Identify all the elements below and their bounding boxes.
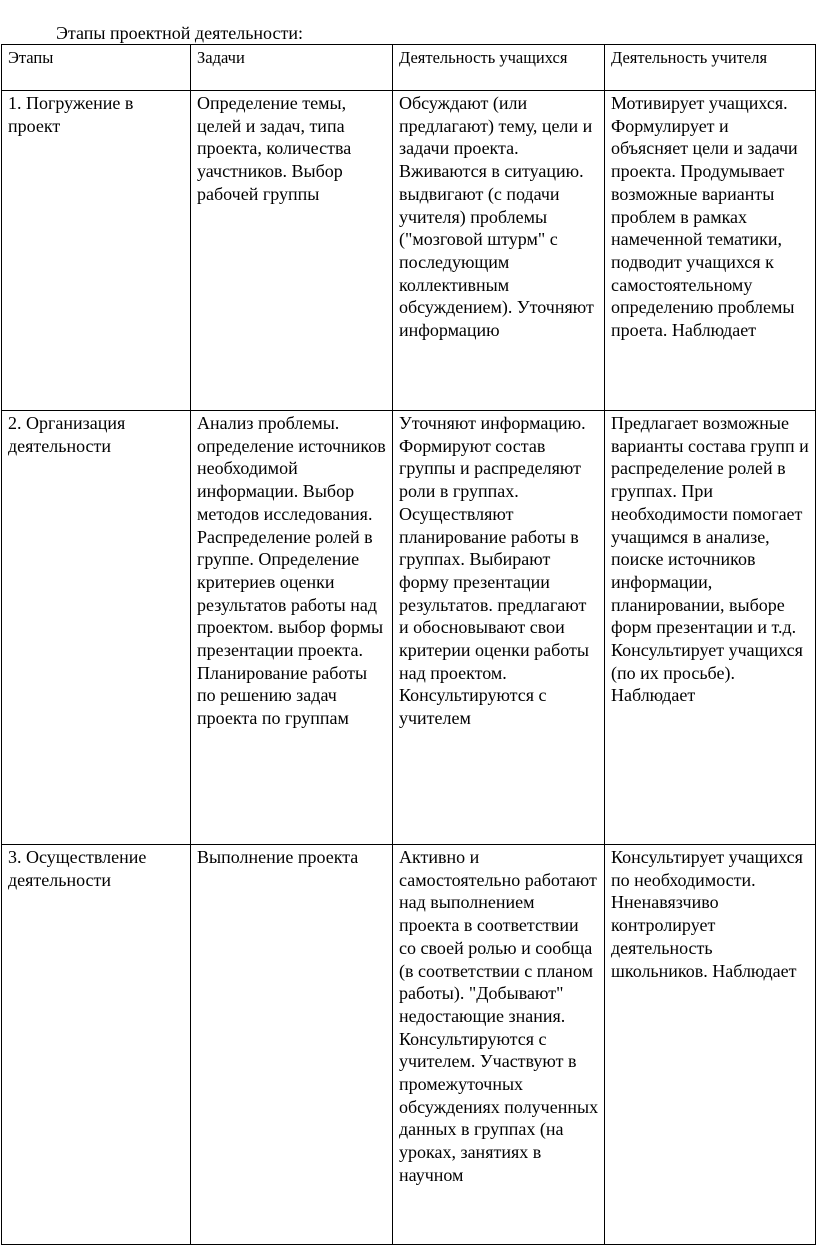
table-row [2,91,816,411]
header-cell-teacher-activity: Деятельность учителя [605,45,816,91]
table-row [2,845,816,1245]
stage-cell: 1. Погружение в проект [2,91,191,411]
teacher-activity-cell: Мотивирует учащихся. Формулирует и объясняет цели и задачи проекта. Продумывает возможные варианты проблем в рамках намеченной тематики, подводит учащихся к самостоятельному определению проблемы проета. Наблюдает [605,91,816,411]
tasks-cell: Определение темы, целей и задач, типа проекта, количества уачстников. Выбор рабочей группы [191,91,393,411]
project-stages-table [1,44,816,1245]
document-title: Этапы проектной деятельности: [56,23,303,43]
tasks-cell: Анализ проблемы. определение источников необходимой информации. Выбор методов исследования. Распределение ролей в группе. Определение критериев оценки результатов работы над проектом. выбор формы презентации проекта. Планирование работы по решению задач проекта по группам [191,411,393,845]
header-cell-student-activity: Деятельность учащихся [393,45,605,91]
stage-cell: 3. Осуществление деятельности [2,845,191,1245]
table-header-row [2,45,816,91]
student-activity-cell: Обсуждают (или предлагают) тему, цели и задачи проекта. Вживаются в ситуацию. выдвигают (с подачи учителя) проблемы ("мозговой штурм" с последующим коллективным обсуждением). Уточняют информацию [393,91,605,411]
student-activity-cell: Активно и самостоятельно работают над выполнением проекта в соответствии со своей ролью и сообща (в соответствии с планом работы). "Добывают" недостающие знания. Консультируются с учителем. Участвуют в промежуточных обсуждениях полученных данных в группах (на уроках, занятиях в научном [393,845,605,1245]
table-row [2,411,816,845]
header-cell-stages: Этапы [2,45,191,91]
teacher-activity-cell: Консультирует учащихся по необходимости. Нненавязчиво контролирует деятельность школьников. Наблюдает [605,845,816,1245]
header-cell-tasks: Задачи [191,45,393,91]
teacher-activity-cell: Предлагает возможные варианты состава групп и распределение ролей в группах. При необходимости помогает учащимся в анализе, поиске источников информации, планировании, выборе форм презентации и т.д. Консультирует учащихся (по их просьбе). Наблюдает [605,411,816,845]
tasks-cell: Выполнение проекта [191,845,393,1245]
stage-cell: 2. Организация деятельности [2,411,191,845]
student-activity-cell: Уточняют информацию. Формируют состав группы и распределяют роли в группах. Осуществляют планирование работы в группах. Выбирают форму презентации результатов. предлагают и обосновывают свои критерии оценки работы над проектом. Консультируются с учителем [393,411,605,845]
